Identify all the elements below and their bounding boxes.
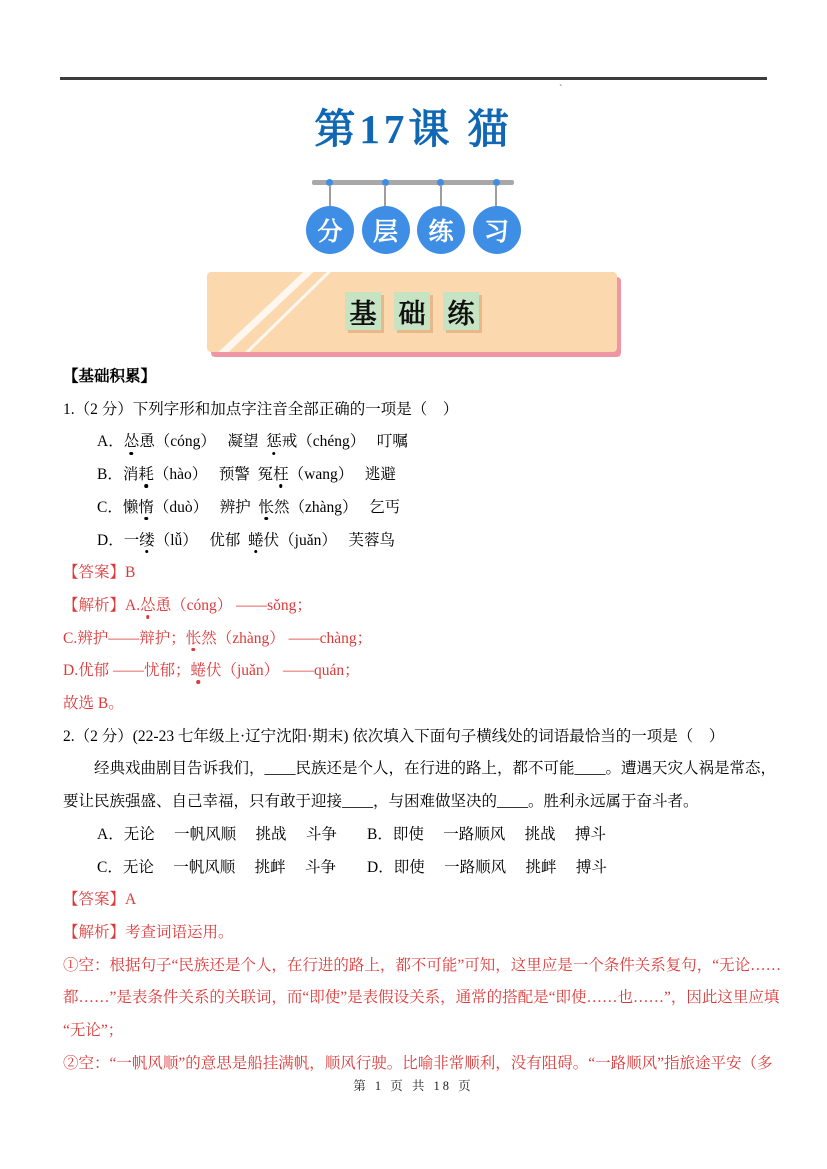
emphasized-char: 枉 [273,466,289,484]
q2-option-a: A．无论 一帆风顺 挑战 斗争 [97,825,337,843]
emphasized-char: 缕 [139,531,155,549]
emphasized-char: 怅 [258,498,275,516]
answer-label: 【答案】 [63,891,126,909]
text-segment: 伏（juǎn） 芙蓉鸟 [263,531,395,549]
q2-option-c: C．无论 一帆风顺 挑衅 斗争 [97,858,336,876]
emphasized-char: 蜷 [190,662,206,680]
banner-square-1: 基 [345,292,381,330]
text-segment: B．消 [97,466,139,484]
emphasized-char: 怂 [140,596,156,614]
document-body [63,361,782,1080]
text-segment: （hào） 预警 冤 [153,466,274,484]
q1-option-a [63,426,769,459]
q1-option-c [63,492,769,525]
q2-paragraph-line-2: 要让民族强盛、自己幸福，只有敢于迎接____，与困难做坚决的____。胜利永远属于奋斗者。 [63,793,699,811]
ribbon-stem [440,185,442,208]
text-segment: 伏（juǎn） ——quán； [205,662,360,680]
text-segment: 然（zhàng） ——chàng； [201,629,373,647]
emphasized-char: 惰 [138,498,154,516]
q1-option-d [63,525,769,558]
text-segment: A． [97,433,124,451]
emphasized-char: 惩 [266,433,282,451]
text-segment: （wang） 逃避 [288,466,396,484]
section-heading: 【基础积累】 [63,368,157,385]
q2-option-d: D．即使 一路顺风 挑衅 搏斗 [367,858,607,876]
page-title: 第17课 猫 [314,106,513,152]
ribbon-circle-4: 习 [473,206,521,254]
q1-option-b [63,459,769,492]
analysis-intro-text: 考查词语运用。 [125,923,234,941]
text-segment: 戒（chéng） 叮嘱 [281,433,408,451]
text-segment: D.优郁 ——忧郁； [63,662,191,680]
ribbon-stem [495,185,497,208]
emphasized-char: 蜷 [248,531,264,549]
q2-analysis-line-2: 都……”是表条件关系的关联词，而“即使”是表假设关系，通常的搭配是“即使……也……”，因此这里应填 [63,989,780,1007]
q1-analysis-line-2 [63,623,769,656]
text-segment: （lǚ） 优郁 [154,531,249,549]
top-rule [60,77,767,80]
ribbon-circle-2: 层 [362,206,410,254]
stray-mark: ˋ [559,84,563,95]
q2-stem: 2.（2 分）(22-23 七年级上·辽宁沈阳·期末) 依次填入下面句子横线处的词语最恰当的一项是（ ） [63,727,725,745]
q2-analysis-line-4: ②空：“一帆风顺”的意思是船挂满帆，顺风行驶。比喻非常顺利，没有阻碍。“一路顺风”指旅途平安（多 [63,1054,773,1072]
q2-analysis-line-3: “无论”； [63,1022,124,1040]
q1-analysis-line-1 [63,590,769,623]
q2-answer [63,884,769,917]
q2-analysis-line-1: ①空：根据句子“民族还是个人，在行进的路上，都不可能”可知，这里应是一个条件关系复句，“无论…… [63,956,782,974]
page-footer: 第 1 页 共 18 页 [353,1079,474,1093]
section-banner [207,272,617,352]
q2-paragraph-line-1: 经典戏曲剧目告诉我们，____民族还是个人，在行进的路上，都不可能____。遭遇天灾人祸是常态， [94,760,777,778]
text-segment: C.辨护——辩护； [63,629,186,647]
text-segment: D．一 [97,531,140,549]
text-segment: 恿（cóng） ——sǒng； [155,596,312,614]
text-segment: 然（zhàng） 乞丐 [274,498,401,516]
answer-value: B [125,564,136,582]
text-segment: 【解析】A. [63,596,141,614]
emphasized-char: 怅 [185,629,202,647]
analysis-label: 【解析】 [63,923,126,941]
q1-answer [63,557,769,590]
q2-analysis-intro [63,917,769,950]
banner-square-3: 练 [443,292,479,330]
banner-square-2: 础 [394,292,430,330]
q1-stem: 1.（2 分）下列字形和加点字注音全部正确的一项是（ ） [63,400,459,418]
q2-options-row-2 [63,852,769,885]
ribbon-circle-1: 分 [306,206,354,254]
emphasized-char: 耗 [138,466,154,484]
emphasized-char: 怂 [123,433,140,451]
q2-option-b: B．即使 一路顺风 挑战 搏斗 [367,825,606,843]
text-segment: 恿（cóng） 凝望 [139,433,267,451]
answer-label: 【答案】 [63,564,126,582]
banner-squares [207,292,617,330]
q1-conclusion: 故选 B。 [63,695,124,713]
text-segment: （duò） 辨护 [153,498,259,516]
ribbon-stem [329,185,331,208]
text-segment: C．懒 [97,498,139,516]
answer-value: A [125,891,137,909]
ribbon-stem [384,185,386,208]
q2-options-row-1 [63,819,769,852]
ribbon-bar [312,180,514,185]
q1-analysis-line-3 [63,655,769,688]
ribbon-circle-3: 练 [417,206,465,254]
